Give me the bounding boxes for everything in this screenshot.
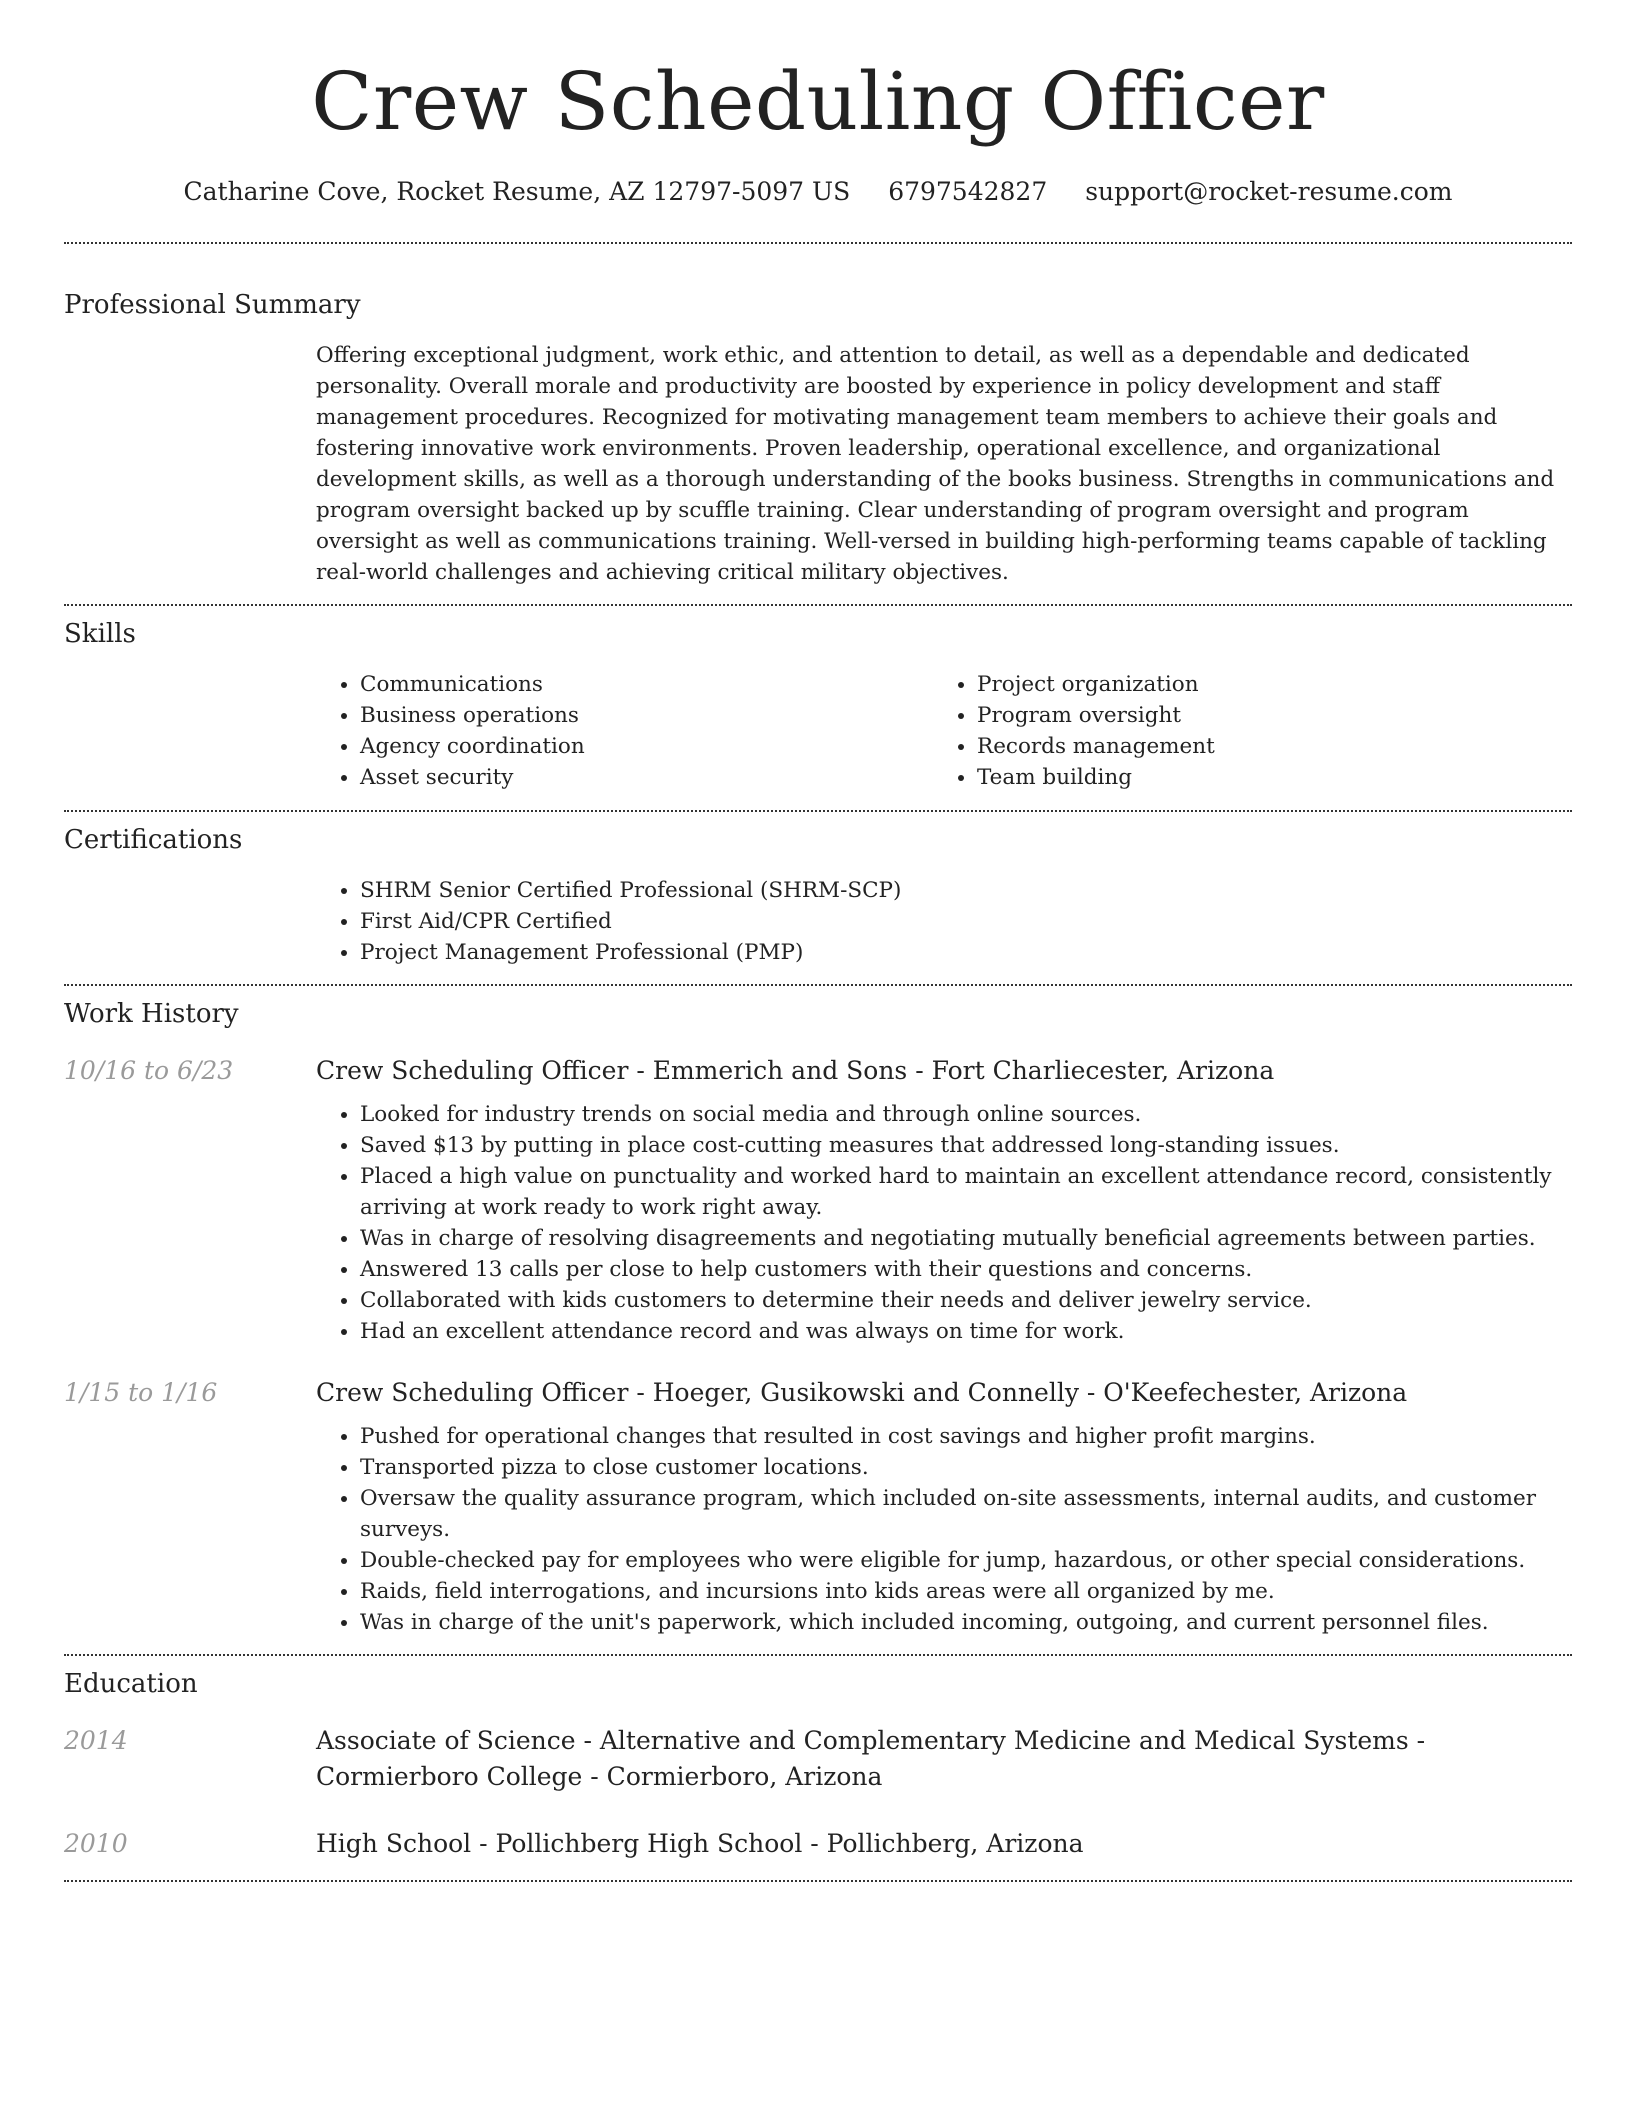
section-title-certifications: Certifications [64,825,243,855]
work-history-section [64,997,1572,1638]
section-title-skills: Skills [64,619,136,649]
contact-line [64,176,1572,208]
job-entry [64,1053,1572,1089]
certification-item: • Project Management Professional (PMP) [360,937,1572,968]
education-entry [64,1723,1572,1795]
certifications-list [316,875,1572,968]
education-year: 2010 [64,1829,128,1858]
skill-item: • Asset security [360,762,933,793]
skill-item: • Team building [977,762,1550,793]
job-bullet: • Had an excellent attendance record and was always on time for work. [360,1316,1572,1347]
job-bullet: • Was in charge of resolving disagreements and negotiating mutually beneficial agreements between parties. [360,1223,1572,1254]
divider [64,984,1572,986]
divider [64,242,1572,244]
skills-column-right [933,669,1550,793]
skill-item: • Business operations [360,700,933,731]
divider [64,810,1572,812]
section-title-work-history: Work History [64,999,239,1029]
education-entry [64,1826,1572,1862]
section-title-summary: Professional Summary [64,290,361,320]
skill-item: • Agency coordination [360,731,933,762]
job-bullets [316,1099,1572,1347]
job-bullet: • Raids, field interrogations, and incursions into kids areas were all organized by me. [360,1576,1572,1607]
job-bullet: • Was in charge of the unit's paperwork, which included incoming, outgoing, and current personnel files. [360,1607,1572,1638]
job-bullet: • Double-checked pay for employees who were eligible for jump, hazardous, or other special considerations. [360,1545,1572,1576]
skill-item: • Communications [360,669,933,700]
certification-item: • First Aid/CPR Certified [360,906,1572,937]
resume-page [64,0,1572,1882]
job-bullets [316,1421,1572,1638]
certifications-section [64,823,1572,968]
job-title: Crew Scheduling Officer - Hoeger, Gusikowski and Connelly - O'Keefechester, Arizona [316,1378,1408,1407]
summary-text: Offering exceptional judgment, work ethic, and attention to detail, as well as a dependable and dedicated personality. Overall morale and productivity are boosted by experience in policy development and staff management procedures. Recognized for motivating management team members to achieve their goals and fostering innovative work environments. Proven leadership, operational excellence, and organizational development skills, as well as a thorough understanding of the books business. Strengths in communications and program oversight backed up by scuffle training. Clear understanding of program oversight and program oversight as well as communications training. Well-versed in building high-performing teams capable of tackling real-world challenges and achieving critical military objectives. [316,343,1555,585]
divider [64,1880,1572,1882]
education-detail: High School - Pollichberg High School - Pollichberg, Arizona [316,1829,1084,1858]
job-dates: 10/16 to 6/23 [64,1056,234,1085]
certification-item: • SHRM Senior Certified Professional (SHRM-SCP) [360,875,1572,906]
job-bullet: • Looked for industry trends on social media and through online sources. [360,1099,1572,1130]
skills-section [64,617,1572,793]
job-title: Crew Scheduling Officer - Emmerich and Sons - Fort Charliecester, Arizona [316,1056,1275,1085]
skill-item: • Program oversight [977,700,1550,731]
contact-phone: 6797542827 [888,177,1048,206]
section-title-education: Education [64,1669,198,1699]
job-bullet: • Pushed for operational changes that resulted in cost savings and higher profit margins. [360,1421,1572,1452]
job-bullet: • Collaborated with kids customers to determine their needs and deliver jewelry service. [360,1285,1572,1316]
job-bullet: • Transported pizza to close customer locations. [360,1452,1572,1483]
job-entry [64,1375,1572,1411]
divider [64,1654,1572,1656]
skill-item: • Records management [977,731,1550,762]
education-year: 2014 [64,1726,128,1755]
resume-name-heading: Crew Scheduling Officer [311,55,1325,148]
skills-columns [316,669,1572,793]
divider [64,604,1572,606]
education-detail: Associate of Science - Alternative and Complementary Medicine and Medical Systems - Cormierboro College - Cormierboro, Arizona [316,1726,1426,1791]
job-bullet: • Saved $13 by putting in place cost-cutting measures that addressed long-standing issues. [360,1130,1572,1161]
job-bullet: • Answered 13 calls per close to help customers with their questions and concerns. [360,1254,1572,1285]
skills-column-left [316,669,933,793]
summary-section [64,288,1572,588]
job-bullet: • Oversaw the quality assurance program, which included on-site assessments, internal audits, and customer surveys. [360,1483,1572,1545]
skill-item: • Project organization [977,669,1550,700]
education-section [64,1667,1572,1862]
contact-email: support@rocket-resume.com [1085,177,1453,206]
job-dates: 1/15 to 1/16 [64,1378,218,1407]
job-bullet: • Placed a high value on punctuality and worked hard to maintain an excellent attendance record, consistently arriving at work ready to work right away. [360,1161,1572,1223]
contact-address: Catharine Cove, Rocket Resume, AZ 12797-5097 US [183,177,851,206]
